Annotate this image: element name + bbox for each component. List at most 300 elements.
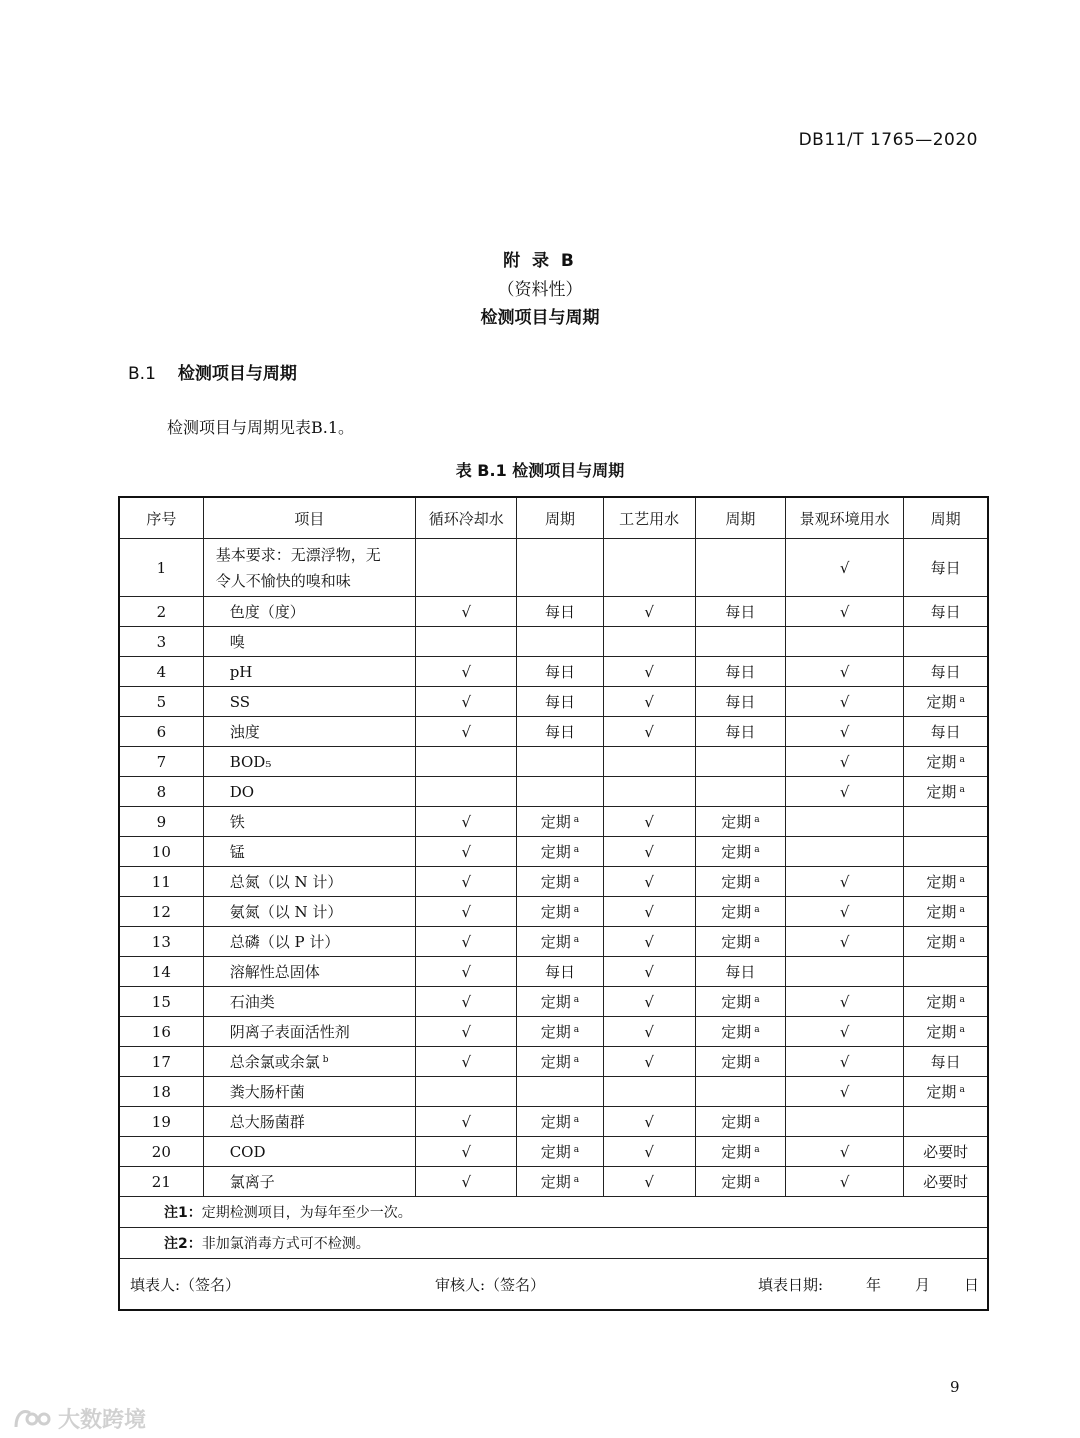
cell-item-text: 粪大肠杆菌 bbox=[229, 1083, 305, 1101]
footnote-marker: a bbox=[754, 815, 760, 825]
cell-landscape-period-text: 定期 bbox=[926, 993, 957, 1011]
table-row bbox=[119, 867, 988, 897]
col-header-cooling-water: 循环冷却水 bbox=[416, 497, 517, 539]
cell-item bbox=[203, 807, 415, 837]
cell-landscape-check bbox=[785, 747, 903, 777]
cell-landscape-period bbox=[904, 987, 988, 1017]
cell-process-period bbox=[695, 687, 785, 717]
appendix-title: 检测项目与周期 bbox=[480, 308, 600, 328]
cell-process-check-text: √ bbox=[644, 1052, 654, 1071]
date-day: 日 bbox=[964, 1276, 980, 1294]
footnote-marker: a bbox=[959, 695, 965, 705]
table-row bbox=[119, 807, 988, 837]
cell-no bbox=[119, 807, 203, 837]
cell-cooling-period-text: 定期 bbox=[540, 813, 571, 831]
cell-cooling-period bbox=[517, 837, 603, 867]
cell-landscape-check-text: √ bbox=[839, 1052, 850, 1071]
reviewer-signature: 审核人:（签名） bbox=[435, 1276, 546, 1294]
footnote-marker: a bbox=[959, 935, 965, 945]
cell-cooling-period-text: 定期 bbox=[540, 1143, 571, 1161]
note-2 bbox=[119, 1228, 988, 1259]
cell-cooling-check-text: √ bbox=[461, 902, 472, 921]
table-row bbox=[119, 957, 988, 987]
footnote-marker: a bbox=[573, 845, 580, 855]
filler-signature: 填表人:（签名） bbox=[130, 1276, 241, 1294]
cell-cooling-check-text: √ bbox=[461, 1112, 472, 1131]
note-row bbox=[119, 1228, 988, 1259]
cell-process-check-text: √ bbox=[644, 1022, 654, 1041]
cell-cooling-period bbox=[517, 1017, 603, 1047]
cell-item bbox=[203, 837, 415, 867]
cell-cooling-check bbox=[416, 987, 517, 1017]
table-row bbox=[119, 539, 988, 597]
cell-process-check bbox=[603, 1047, 695, 1077]
cell-item bbox=[203, 717, 415, 747]
cell-cooling-period-text: 定期 bbox=[540, 1113, 571, 1131]
footnote-marker: a bbox=[573, 1145, 580, 1155]
cell-cooling-check-text: √ bbox=[461, 1142, 472, 1161]
cell-process-check-text: √ bbox=[644, 842, 654, 861]
footnote-marker: a bbox=[573, 1115, 580, 1125]
cell-cooling-check bbox=[416, 867, 517, 897]
cell-cooling-check-text: √ bbox=[461, 962, 472, 981]
cell-item-text: SS bbox=[229, 692, 250, 711]
cell-landscape-check bbox=[785, 957, 903, 987]
cell-item bbox=[203, 987, 415, 1017]
cell-process-check bbox=[603, 747, 695, 777]
cell-landscape-check-text: √ bbox=[839, 782, 850, 801]
cell-process-check-text: √ bbox=[644, 1142, 654, 1161]
cell-cooling-check-text: √ bbox=[461, 932, 472, 951]
cell-cooling-check bbox=[416, 1047, 517, 1077]
cell-cooling-period bbox=[517, 747, 603, 777]
cell-landscape-check bbox=[785, 1017, 903, 1047]
footnote-marker: a bbox=[754, 995, 760, 1005]
cell-landscape-period-text: 定期 bbox=[926, 933, 957, 951]
note-label: 注1： bbox=[164, 1205, 202, 1221]
cell-cooling-check bbox=[416, 597, 517, 627]
cell-process-check-text: √ bbox=[644, 1112, 654, 1131]
table-row bbox=[119, 1077, 988, 1107]
cell-process-period bbox=[695, 1017, 785, 1047]
cell-landscape-period-text: 每日 bbox=[930, 663, 961, 681]
cell-process-period bbox=[695, 837, 785, 867]
inspection-table bbox=[118, 496, 989, 1311]
table-title: 表 B.1 检测项目与周期 bbox=[455, 461, 625, 480]
cell-no bbox=[119, 1137, 203, 1167]
footnote-marker: b bbox=[322, 1055, 329, 1065]
cell-landscape-period bbox=[904, 957, 988, 987]
footnote-marker: a bbox=[754, 1055, 760, 1065]
cell-item bbox=[203, 657, 415, 687]
cell-process-period bbox=[695, 1167, 785, 1197]
cell-landscape-check-text: √ bbox=[839, 932, 850, 951]
cell-process-period-text: 定期 bbox=[721, 843, 752, 861]
table-row bbox=[119, 1047, 988, 1077]
cell-landscape-check-text: √ bbox=[839, 1142, 850, 1161]
cell-item-text: DO bbox=[229, 782, 255, 801]
cell-landscape-period bbox=[904, 717, 988, 747]
cell-cooling-period bbox=[517, 1077, 603, 1107]
cell-process-check bbox=[603, 687, 695, 717]
cell-landscape-period bbox=[904, 1017, 988, 1047]
cell-process-check bbox=[603, 717, 695, 747]
cell-process-check-text: √ bbox=[644, 1172, 654, 1191]
cell-landscape-check: √ bbox=[785, 539, 903, 597]
cell-landscape-check-text: √ bbox=[839, 752, 850, 771]
cell-landscape-check bbox=[785, 837, 903, 867]
cell-landscape-period-text: 每日 bbox=[930, 603, 961, 621]
cell-process-check bbox=[603, 957, 695, 987]
cell-no-text: 7 bbox=[156, 752, 167, 771]
cell-process-check bbox=[603, 1077, 695, 1107]
cell-no bbox=[119, 1167, 203, 1197]
cell-landscape-check bbox=[785, 657, 903, 687]
date-month: 月 bbox=[915, 1276, 931, 1294]
cell-process-period-text: 定期 bbox=[721, 873, 752, 891]
signature-row bbox=[119, 1259, 988, 1311]
cell-process-check bbox=[603, 1107, 695, 1137]
cell-landscape-check bbox=[785, 627, 903, 657]
cell-cooling-check bbox=[416, 1167, 517, 1197]
cell-landscape-period-text: 定期 bbox=[926, 873, 957, 891]
cell-process-check bbox=[603, 1167, 695, 1197]
cell-no-text: 5 bbox=[156, 692, 167, 711]
cell-process-period-text: 每日 bbox=[725, 603, 756, 621]
watermark-text: 大数跨境 bbox=[58, 1408, 147, 1433]
cell-process-period-text: 定期 bbox=[721, 813, 752, 831]
cell-no-text: 16 bbox=[151, 1022, 171, 1041]
section-number: B.1 bbox=[128, 364, 156, 384]
cell-cooling-period bbox=[517, 1137, 603, 1167]
footnote-marker: a bbox=[573, 1025, 580, 1035]
cell-item-text: COD bbox=[229, 1142, 266, 1161]
cell-cooling-check-text: √ bbox=[461, 812, 472, 831]
cell-cooling-period bbox=[517, 1047, 603, 1077]
cell-cooling-period-text: 每日 bbox=[544, 693, 575, 711]
cell-cooling-period-text: 定期 bbox=[540, 903, 571, 921]
cell-process-period-text: 每日 bbox=[725, 963, 756, 981]
cell-process-period bbox=[695, 539, 785, 597]
note-text: 定期检测项目，为每年至少一次。 bbox=[201, 1205, 412, 1221]
cell-landscape-period bbox=[904, 807, 988, 837]
table-row bbox=[119, 1137, 988, 1167]
cell-landscape-check-text: √ bbox=[839, 872, 850, 891]
cell-landscape-check-text: √ bbox=[839, 1172, 850, 1191]
cell-item-text: pH bbox=[229, 662, 253, 681]
cell-no bbox=[119, 717, 203, 747]
cell-landscape-period bbox=[904, 627, 988, 657]
footnote-marker: a bbox=[754, 845, 760, 855]
footnote-marker: a bbox=[959, 1085, 965, 1095]
cell-cooling-check bbox=[416, 927, 517, 957]
cell-landscape-check-text: √ bbox=[839, 692, 850, 711]
cell-landscape-check bbox=[785, 597, 903, 627]
footnote-marker: a bbox=[573, 815, 580, 825]
footnote-marker: a bbox=[573, 935, 580, 945]
section-heading bbox=[128, 359, 297, 384]
cell-landscape-period bbox=[904, 837, 988, 867]
table-header-row bbox=[119, 497, 988, 539]
cell-process-check bbox=[603, 657, 695, 687]
cell-no-text: 19 bbox=[151, 1112, 171, 1131]
footnote-marker: a bbox=[573, 875, 580, 885]
cell-landscape-check bbox=[785, 807, 903, 837]
cell-item bbox=[203, 867, 415, 897]
cell-no-text: 8 bbox=[156, 782, 167, 801]
table-row bbox=[119, 627, 988, 657]
col-header-process-water: 工艺用水 bbox=[603, 497, 695, 539]
cell-item bbox=[203, 927, 415, 957]
cell-no-text: 15 bbox=[151, 992, 171, 1011]
cell-process-period bbox=[695, 657, 785, 687]
cell-cooling-check bbox=[416, 747, 517, 777]
table-row bbox=[119, 927, 988, 957]
cell-cooling-period bbox=[517, 807, 603, 837]
col-header-period-1: 周期 bbox=[517, 497, 603, 539]
footnote-marker: a bbox=[959, 875, 965, 885]
cell-item bbox=[203, 1047, 415, 1077]
table-row bbox=[119, 1107, 988, 1137]
footnote-marker: a bbox=[754, 1145, 760, 1155]
cell-process-period bbox=[695, 987, 785, 1017]
cell-no-text: 11 bbox=[151, 872, 171, 891]
cell-process-period bbox=[695, 927, 785, 957]
cell-item bbox=[203, 747, 415, 777]
cell-cooling-check-text: √ bbox=[461, 992, 472, 1011]
cell-process-check bbox=[603, 1137, 695, 1167]
footnote-marker: a bbox=[754, 935, 760, 945]
cell-cooling-check bbox=[416, 897, 517, 927]
cell-process-check bbox=[603, 897, 695, 927]
cell-cooling-check-text: √ bbox=[461, 1052, 472, 1071]
table-row bbox=[119, 747, 988, 777]
table-row bbox=[119, 1017, 988, 1047]
cell-process-period bbox=[695, 1077, 785, 1107]
cell-cooling-check bbox=[416, 1077, 517, 1107]
cell-no bbox=[119, 1107, 203, 1137]
cell-cooling-check-text: √ bbox=[461, 1172, 472, 1191]
cell-item-text: 氯离子 bbox=[229, 1173, 275, 1191]
cell-process-check-text: √ bbox=[644, 872, 654, 891]
cell-landscape-period bbox=[904, 1167, 988, 1197]
cell-process-check bbox=[603, 597, 695, 627]
cell-cooling-period-text: 每日 bbox=[544, 603, 575, 621]
cell-cooling-check-text: √ bbox=[461, 662, 472, 681]
cell-cooling-period-text: 每日 bbox=[544, 723, 575, 741]
cell-landscape-check bbox=[785, 687, 903, 717]
cell-landscape-period bbox=[904, 657, 988, 687]
cell-process-check-text: √ bbox=[644, 962, 654, 981]
cell-process-period bbox=[695, 1107, 785, 1137]
cell-no bbox=[119, 927, 203, 957]
col-header-no: 序号 bbox=[119, 497, 203, 539]
cell-cooling-period-text: 定期 bbox=[540, 993, 571, 1011]
cell-landscape-check bbox=[785, 777, 903, 807]
cell-no: 1 bbox=[119, 539, 203, 597]
cell-no-text: 14 bbox=[151, 962, 171, 981]
cell-landscape-period-text: 定期 bbox=[926, 1083, 957, 1101]
col-header-period-2: 周期 bbox=[695, 497, 785, 539]
cell-item-text: 石油类 bbox=[229, 993, 275, 1011]
cell-landscape-check bbox=[785, 987, 903, 1017]
cell-cooling-check bbox=[416, 539, 517, 597]
watermark bbox=[12, 1403, 146, 1434]
cell-cooling-period bbox=[517, 657, 603, 687]
cell-landscape-check bbox=[785, 1047, 903, 1077]
section-title: 检测项目与周期 bbox=[177, 364, 297, 384]
cell-process-period-text: 每日 bbox=[725, 663, 756, 681]
cell-process-check-text: √ bbox=[644, 932, 654, 951]
cell-landscape-period-text: 定期 bbox=[926, 753, 957, 771]
cell-no-text: 9 bbox=[156, 812, 167, 831]
cell-process-period-text: 定期 bbox=[721, 1113, 752, 1131]
cell-item-text: 锰 bbox=[229, 843, 245, 861]
cell-landscape-period-text: 定期 bbox=[926, 903, 957, 921]
cell-landscape-check bbox=[785, 867, 903, 897]
cell-landscape-check bbox=[785, 1167, 903, 1197]
cell-cooling-period bbox=[517, 717, 603, 747]
cell-cooling-check-text: √ bbox=[461, 602, 472, 621]
cell-process-check bbox=[603, 927, 695, 957]
footnote-marker: a bbox=[573, 1175, 580, 1185]
cell-no bbox=[119, 1047, 203, 1077]
col-header-period-3: 周期 bbox=[904, 497, 988, 539]
cell-process-period bbox=[695, 717, 785, 747]
cell-item bbox=[203, 539, 415, 597]
appendix-label: 附 录 B bbox=[503, 251, 577, 271]
body-paragraph: 检测项目与周期见表B.1。 bbox=[167, 418, 355, 437]
cell-no-text: 20 bbox=[151, 1142, 171, 1161]
cell-item-line2: 令人不愉快的嗅和味 bbox=[215, 571, 351, 590]
cell-process-check bbox=[603, 539, 695, 597]
cell-process-check-text: √ bbox=[644, 902, 654, 921]
cell-landscape-period-text: 定期 bbox=[926, 1023, 957, 1041]
cell-item-line1: 基本要求：无漂浮物，无 bbox=[215, 545, 381, 564]
cell-item bbox=[203, 897, 415, 927]
cell-no bbox=[119, 597, 203, 627]
cell-no-text: 18 bbox=[151, 1082, 171, 1101]
cell-cooling-check bbox=[416, 687, 517, 717]
cell-no bbox=[119, 627, 203, 657]
cell-process-period bbox=[695, 957, 785, 987]
table-row bbox=[119, 717, 988, 747]
cell-cooling-period bbox=[517, 777, 603, 807]
note-text: 非加氯消毒方式可不检测。 bbox=[201, 1236, 370, 1252]
footnote-marker: a bbox=[959, 755, 965, 765]
cell-no-text: 2 bbox=[156, 602, 167, 621]
cell-landscape-period bbox=[904, 1137, 988, 1167]
cell-cooling-period bbox=[517, 927, 603, 957]
cell-no-text: 13 bbox=[151, 932, 171, 951]
cell-item-text: 嗅 bbox=[229, 633, 245, 651]
cell-landscape-check-text: √ bbox=[839, 1082, 850, 1101]
cell-item-text: 总氮（以 N 计） bbox=[229, 873, 343, 891]
cell-landscape-period-text: 每日 bbox=[930, 1053, 961, 1071]
cell-item bbox=[203, 1077, 415, 1107]
cell-landscape-period: 每日 bbox=[904, 539, 988, 597]
cell-cooling-check-text: √ bbox=[461, 872, 472, 891]
footnote-marker: a bbox=[754, 1025, 760, 1035]
cell-process-check-text: √ bbox=[644, 992, 654, 1011]
cell-cooling-check bbox=[416, 1107, 517, 1137]
cell-cooling-check-text: √ bbox=[461, 692, 472, 711]
cell-landscape-check-text: √ bbox=[839, 902, 850, 921]
cell-no bbox=[119, 957, 203, 987]
page-number: 9 bbox=[950, 1378, 960, 1396]
cell-landscape-period bbox=[904, 687, 988, 717]
footnote-marker: a bbox=[573, 995, 580, 1005]
cell-landscape-period bbox=[904, 777, 988, 807]
table-row bbox=[119, 657, 988, 687]
cell-item bbox=[203, 627, 415, 657]
cell-item-text: BOD₅ bbox=[229, 752, 272, 771]
cell-process-period bbox=[695, 1137, 785, 1167]
col-header-landscape-water: 景观环境用水 bbox=[785, 497, 903, 539]
cell-item bbox=[203, 1017, 415, 1047]
cell-landscape-check bbox=[785, 1077, 903, 1107]
cell-item bbox=[203, 597, 415, 627]
footnote-marker: a bbox=[959, 785, 965, 795]
cell-process-period-text: 每日 bbox=[725, 723, 756, 741]
cell-no-text: 17 bbox=[151, 1052, 171, 1071]
cell-cooling-check-text: √ bbox=[461, 1022, 472, 1041]
cell-process-check-text: √ bbox=[644, 662, 654, 681]
cell-cooling-period-text: 定期 bbox=[540, 1053, 571, 1071]
cell-landscape-period-text: 定期 bbox=[926, 693, 957, 711]
footnote-marker: a bbox=[754, 905, 760, 915]
cell-no bbox=[119, 747, 203, 777]
cell-process-period bbox=[695, 897, 785, 927]
standard-code: DB11/T 1765—2020 bbox=[798, 130, 978, 150]
cell-cooling-check bbox=[416, 1137, 517, 1167]
watermark-logo-icon bbox=[12, 1405, 52, 1433]
cell-cooling-period-text: 定期 bbox=[540, 1023, 571, 1041]
footnote-marker: a bbox=[754, 875, 760, 885]
cell-cooling-check bbox=[416, 657, 517, 687]
date-year: 年 bbox=[866, 1276, 882, 1294]
cell-landscape-period bbox=[904, 1047, 988, 1077]
cell-process-check bbox=[603, 837, 695, 867]
cell-process-period-text: 每日 bbox=[725, 693, 756, 711]
footnote-marker: a bbox=[573, 905, 580, 915]
footnote-marker: a bbox=[573, 1055, 580, 1065]
cell-landscape-check-text: √ bbox=[839, 602, 850, 621]
cell-no bbox=[119, 897, 203, 927]
table-row bbox=[119, 987, 988, 1017]
cell-no bbox=[119, 1017, 203, 1047]
note-1 bbox=[119, 1197, 988, 1228]
cell-process-check bbox=[603, 867, 695, 897]
cell-no-text: 12 bbox=[151, 902, 171, 921]
cell-no-text: 10 bbox=[151, 842, 171, 861]
cell-no bbox=[119, 687, 203, 717]
cell-process-check bbox=[603, 1017, 695, 1047]
cell-landscape-period bbox=[904, 747, 988, 777]
cell-process-period-text: 定期 bbox=[721, 993, 752, 1011]
cell-cooling-check bbox=[416, 807, 517, 837]
cell-process-period bbox=[695, 747, 785, 777]
footnote-marker: a bbox=[959, 1025, 965, 1035]
cell-item-text: 氨氮（以 N 计） bbox=[229, 903, 343, 921]
cell-process-period-text: 定期 bbox=[721, 1143, 752, 1161]
cell-process-period-text: 定期 bbox=[721, 1053, 752, 1071]
note-label: 注2： bbox=[164, 1236, 202, 1252]
cell-item bbox=[203, 1137, 415, 1167]
cell-process-period bbox=[695, 777, 785, 807]
cell-landscape-period bbox=[904, 597, 988, 627]
cell-cooling-check bbox=[416, 627, 517, 657]
